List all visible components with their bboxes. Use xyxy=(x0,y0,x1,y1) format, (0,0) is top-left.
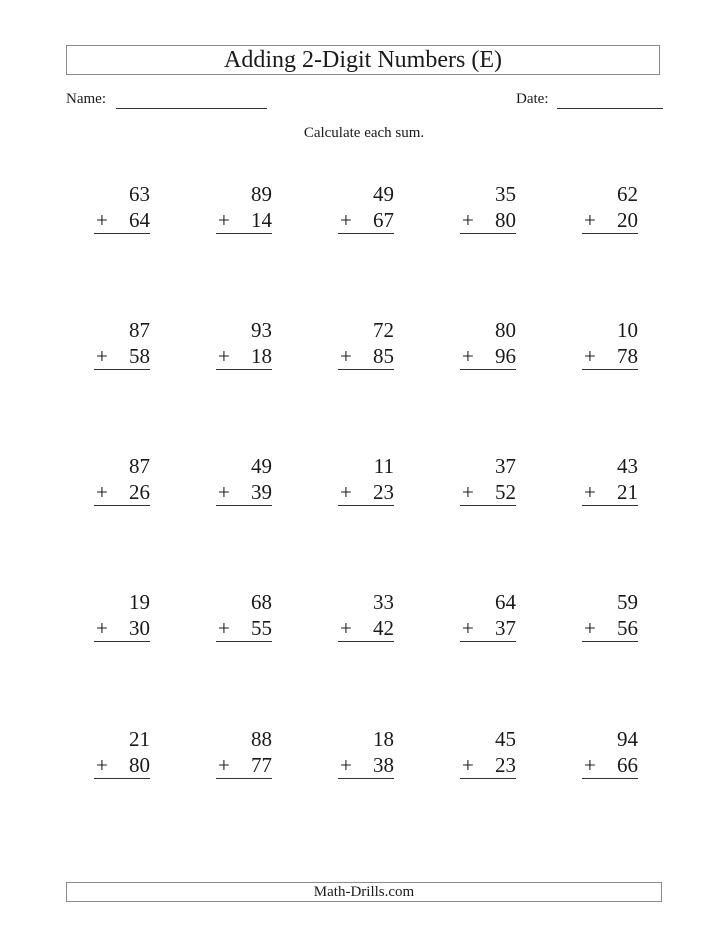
addend-bottom-row xyxy=(216,752,272,779)
addition-problem xyxy=(338,317,394,370)
addend-bottom-row xyxy=(460,615,516,642)
plus-operator: + xyxy=(462,480,474,504)
plus-operator: + xyxy=(218,208,230,232)
addend-bottom: 56 xyxy=(617,616,638,640)
addend-bottom-row xyxy=(94,615,150,642)
addend-top: 59 xyxy=(617,590,638,614)
addend-bottom: 26 xyxy=(129,480,150,504)
addend-bottom: 37 xyxy=(495,616,516,640)
addend-bottom: 30 xyxy=(129,616,150,640)
addend-bottom: 23 xyxy=(495,753,516,777)
addend-top: 11 xyxy=(373,454,394,478)
name-blank-line[interactable] xyxy=(116,108,267,109)
addend-bottom: 52 xyxy=(495,480,516,504)
addend-top: 18 xyxy=(373,727,394,751)
addition-problem xyxy=(338,589,394,642)
addend-bottom: 18 xyxy=(251,344,272,368)
addend-bottom-row xyxy=(94,343,150,370)
name-label: Name: xyxy=(66,91,106,107)
plus-operator: + xyxy=(462,753,474,777)
addend-bottom-row xyxy=(338,207,394,234)
addend-bottom-row xyxy=(582,752,638,779)
addition-problem xyxy=(582,317,638,370)
addend-bottom: 39 xyxy=(251,480,272,504)
addend-bottom-row xyxy=(460,343,516,370)
addend-top: 88 xyxy=(251,727,272,751)
plus-operator: + xyxy=(96,344,108,368)
addend-bottom-row xyxy=(216,615,272,642)
addition-problem xyxy=(582,589,638,642)
addend-bottom: 80 xyxy=(129,753,150,777)
addition-problem xyxy=(460,726,516,779)
addend-bottom: 85 xyxy=(373,344,394,368)
addend-bottom: 96 xyxy=(495,344,516,368)
date-label: Date: xyxy=(516,91,549,107)
addend-bottom-row xyxy=(338,615,394,642)
addition-problem xyxy=(338,726,394,779)
addend-top: 33 xyxy=(373,590,394,614)
addition-problem xyxy=(582,453,638,506)
addend-bottom-row xyxy=(216,207,272,234)
addend-bottom-row xyxy=(582,615,638,642)
addend-bottom: 67 xyxy=(373,208,394,232)
addend-bottom-row xyxy=(338,479,394,506)
plus-operator: + xyxy=(584,344,596,368)
plus-operator: + xyxy=(218,753,230,777)
date-blank-line[interactable] xyxy=(557,108,663,109)
addend-bottom: 42 xyxy=(373,616,394,640)
plus-operator: + xyxy=(462,344,474,368)
addend-top: 10 xyxy=(617,318,638,342)
addend-bottom: 55 xyxy=(251,616,272,640)
plus-operator: + xyxy=(218,616,230,640)
plus-operator: + xyxy=(218,480,230,504)
addend-bottom-row xyxy=(94,752,150,779)
addend-bottom: 80 xyxy=(495,208,516,232)
addend-bottom: 21 xyxy=(617,480,638,504)
addend-bottom: 66 xyxy=(617,753,638,777)
addend-top: 37 xyxy=(495,454,516,478)
plus-operator: + xyxy=(584,480,596,504)
plus-operator: + xyxy=(218,344,230,368)
addition-problem xyxy=(582,726,638,779)
addition-problem xyxy=(216,453,272,506)
addend-top: 19 xyxy=(129,590,150,614)
addition-problem xyxy=(582,181,638,234)
instructions: Calculate each sum. xyxy=(303,125,425,141)
addend-bottom-row xyxy=(94,207,150,234)
addend-top: 80 xyxy=(495,318,516,342)
addition-problem xyxy=(460,453,516,506)
addend-bottom: 14 xyxy=(251,208,272,232)
addend-bottom-row xyxy=(460,752,516,779)
addend-bottom-row xyxy=(582,207,638,234)
addend-top: 49 xyxy=(373,182,394,206)
addition-problem xyxy=(460,589,516,642)
addend-top: 94 xyxy=(617,727,638,751)
addend-bottom-row xyxy=(216,343,272,370)
plus-operator: + xyxy=(462,208,474,232)
addend-bottom: 38 xyxy=(373,753,394,777)
plus-operator: + xyxy=(584,616,596,640)
addition-problem xyxy=(94,317,150,370)
addition-problem xyxy=(338,181,394,234)
addition-problem xyxy=(216,589,272,642)
addend-bottom-row xyxy=(338,343,394,370)
worksheet-title: Adding 2-Digit Numbers (E) xyxy=(66,45,660,75)
plus-operator: + xyxy=(96,480,108,504)
plus-operator: + xyxy=(96,616,108,640)
addend-bottom-row xyxy=(460,207,516,234)
addend-bottom-row xyxy=(582,343,638,370)
addend-bottom-row xyxy=(582,479,638,506)
addend-top: 63 xyxy=(129,182,150,206)
plus-operator: + xyxy=(96,208,108,232)
addend-top: 62 xyxy=(617,182,638,206)
addend-top: 87 xyxy=(129,318,150,342)
addition-problem xyxy=(216,726,272,779)
addend-bottom-row xyxy=(460,479,516,506)
addend-top: 68 xyxy=(251,590,272,614)
addend-top: 43 xyxy=(617,454,638,478)
addition-problem xyxy=(338,453,394,506)
addition-problem xyxy=(94,589,150,642)
plus-operator: + xyxy=(340,208,352,232)
plus-operator: + xyxy=(96,753,108,777)
addend-bottom-row xyxy=(216,479,272,506)
addition-problem xyxy=(94,181,150,234)
footer-source: Math-Drills.com xyxy=(66,882,662,902)
plus-operator: + xyxy=(584,208,596,232)
addend-top: 72 xyxy=(373,318,394,342)
addition-problem xyxy=(216,181,272,234)
plus-operator: + xyxy=(584,753,596,777)
addition-problem xyxy=(94,726,150,779)
addition-problem xyxy=(216,317,272,370)
addend-top: 45 xyxy=(495,727,516,751)
addition-problem xyxy=(94,453,150,506)
addition-problem xyxy=(460,317,516,370)
addend-bottom: 78 xyxy=(617,344,638,368)
plus-operator: + xyxy=(340,480,352,504)
addend-bottom: 77 xyxy=(251,753,272,777)
addend-top: 49 xyxy=(251,454,272,478)
addend-bottom-row xyxy=(94,479,150,506)
addend-bottom: 58 xyxy=(129,344,150,368)
addend-bottom: 64 xyxy=(129,208,150,232)
addend-bottom-row xyxy=(338,752,394,779)
plus-operator: + xyxy=(340,344,352,368)
plus-operator: + xyxy=(340,753,352,777)
addend-bottom: 23 xyxy=(373,480,394,504)
addend-top: 21 xyxy=(129,727,150,751)
addend-top: 35 xyxy=(495,182,516,206)
plus-operator: + xyxy=(340,616,352,640)
addition-problem xyxy=(460,181,516,234)
plus-operator: + xyxy=(462,616,474,640)
addend-top: 87 xyxy=(129,454,150,478)
addend-top: 93 xyxy=(251,318,272,342)
addend-top: 64 xyxy=(495,590,516,614)
addend-bottom: 20 xyxy=(617,208,638,232)
addend-top: 89 xyxy=(251,182,272,206)
